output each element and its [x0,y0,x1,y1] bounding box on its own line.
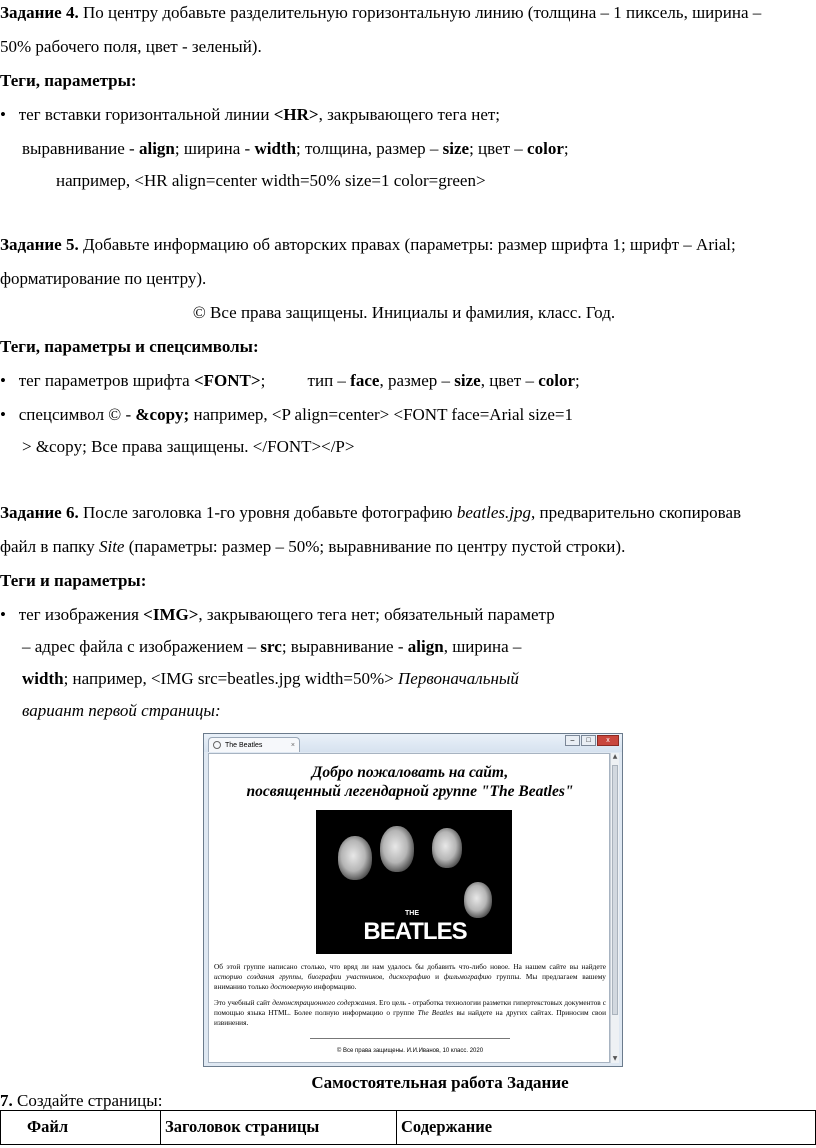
task4-bullet-1: • тег вставки горизонтальной линии <HR>, закрывающего тега нет; [0,105,501,124]
task5-bullet-1: • тег параметров шрифта <FONT>; тип – face, размер – size, цвет – color; [0,371,580,390]
site-copyright-footer: © Все права защищены. И.И.Иванов, 10 класс. 2020 [336,1048,484,1054]
task5-paragraph: Задание 5. Добавьте информацию об авторских правах (параметры: размер шрифта 1; шрифт – Arial; [0,235,736,254]
window-controls [564,735,619,745]
task5-bullet-2: • спецсимвол © - &copy; например, <P align=center> <FONT face=Arial size=1 [0,405,573,424]
task4-tags-header: Теги, параметры: [0,71,137,90]
table-header-content: Содержание [397,1111,816,1145]
section-title: Самостоятельная работа Задание [311,1073,569,1092]
table-header-file: Файл [1,1111,161,1145]
task4-label: Задание 4. [0,3,79,22]
pages-table [0,1110,816,1145]
task7-label: 7. [0,1091,13,1110]
task5-bullet-2-cont: > &copy; Все права защищены. </FONT></P> [22,437,355,456]
bullet-marker: • [0,105,6,124]
task6-tags-header: Теги и параметры: [0,571,147,590]
scrollbar-thumb[interactable] [612,765,618,1015]
table-header-title: Заголовок страницы [161,1111,397,1145]
task6-bullet-1-line4: вариант первой страницы: [22,701,221,720]
task4-params-line: выравнивание - align; ширина - width; толщина, размер – size; цвет – color; [22,139,569,158]
bullet-marker: • [0,405,6,424]
site-paragraph-1: Об этой группе написано столько, что вряд ли нам удалось бы добавить что-либо новое. На нашем сайте вы найдете историю создания группы, биографии участников, дискографию и фильмографию группы. Мы предлагаем вашему вниманию только достоверную информацию. [214,962,606,991]
task4-example: например, <HR align=center width=50% size=1 color=green> [56,171,486,190]
photo-face [464,882,492,918]
scroll-up-icon[interactable]: ▲ [612,753,618,760]
task5-copyright-example: © Все права защищены. Инициалы и фамилия, класс. Год. [192,303,616,322]
minimize-button[interactable]: – [565,735,580,746]
close-window-button[interactable]: x [597,735,619,746]
task6-bullet-1-line3: width; например, <IMG src=beatles.jpg width=50%> Первоначальный [22,669,519,688]
browser-screenshot [203,733,623,1067]
photo-face [380,826,414,872]
scroll-down-icon[interactable]: ▼ [612,1055,618,1062]
bullet-marker: • [0,371,6,390]
task5-label: Задание 5. [0,235,79,254]
browser-scrollbar[interactable] [610,753,619,1063]
maximize-button[interactable]: □ [581,735,596,746]
task7-paragraph: 7. Создайте страницы: [0,1091,163,1110]
hr-tag: <HR> [273,105,319,124]
task6-bullet-1: • тег изображения <IMG>, закрывающего тега нет; обязательный параметр [0,605,555,624]
browser-tab[interactable] [208,737,300,752]
site-heading-line1: Добро пожаловать на сайт, [311,764,509,781]
task4-text-2: 50% рабочего поля, цвет - зеленый). [0,37,262,56]
browser-tab-title: The Beatles [225,742,263,749]
task6-paragraph: Задание 6. После заголовка 1-го уровня добавьте фотографию beatles.jpg, предварительно скопировав [0,503,742,522]
task6-text-2: файл в папку Site (параметры: размер – 50%; выравнивание по центру пустой строки). [0,537,626,556]
task5-text-2: форматирование по центру). [0,269,207,288]
browser-tab-bar [204,734,622,752]
task6-bullet-1-line2: – адрес файла с изображением – src; выравнивание - align, ширина – [22,637,522,656]
site-divider-line [310,1038,510,1039]
site-paragraph-2: Это учебный сайт демонстрационного содержания. Его цель - отработка технологии разметки гипертекстовых документов с помощью языка HTML. Более полную информацию о группе The Beatles вы найдете на других сайтах. Приносим свои извинения. [214,998,606,1027]
page-icon [213,741,221,749]
site-heading-line2: посвященный легендарной группе "The Beatles" [246,783,574,800]
task4-paragraph [0,2,761,23]
bullet-marker: • [0,605,6,624]
tab-close-icon[interactable]: × [290,742,295,749]
task4-text-1: По центру добавьте разделительную горизонтальную линию (толщина – 1 пиксель, ширина – [78,3,762,22]
table-header-row [1,1111,816,1145]
beatles-logo: BEATLES [363,918,467,945]
browser-viewport [208,753,610,1063]
photo-face [432,828,462,868]
beatles-logo-the: THE [405,910,419,917]
task6-label: Задание 6. [0,503,79,522]
photo-face [338,836,372,880]
task5-tags-header: Теги, параметры и спецсимволы: [0,337,259,356]
beatles-photo [316,810,512,954]
